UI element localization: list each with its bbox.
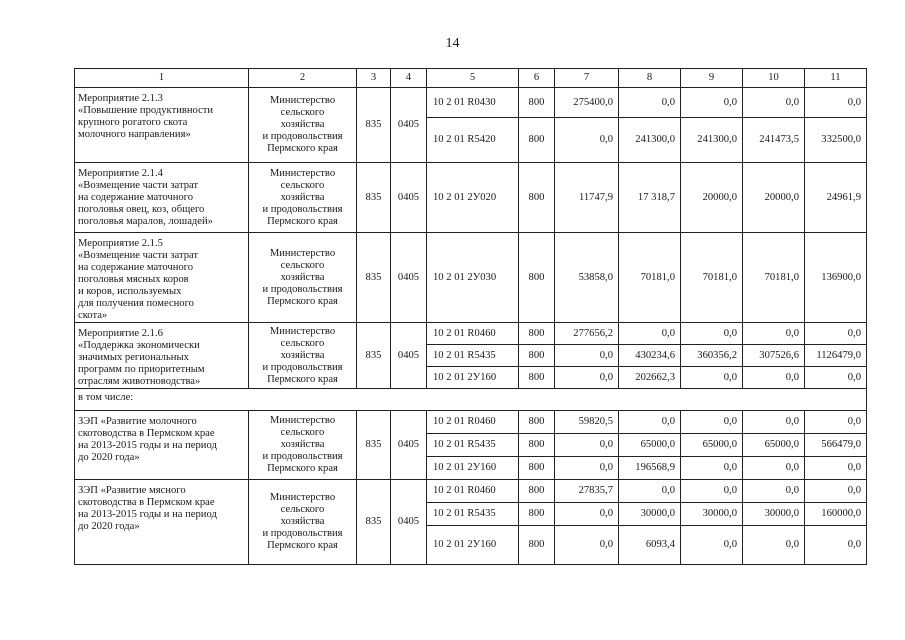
target-code-cell: 10 2 01 R5435: [427, 434, 519, 457]
value-col11-cell: 566479,0: [805, 434, 867, 457]
admin-code-cell: 835: [357, 323, 391, 389]
value-col11-cell: 1126479,0: [805, 345, 867, 367]
value-col11-cell: 0,0: [805, 526, 867, 565]
value-col9-cell: 0,0: [681, 526, 743, 565]
value-col11-cell: 136900,0: [805, 233, 867, 323]
value-col7-cell: 275400,0: [555, 88, 619, 118]
page-number: 14: [445, 36, 460, 51]
activity-cell: Мероприятие 2.1.5 «Возмещение части затрат на содержание маточного поголовья мясных коров и коров, используемых для получения помесного скота»: [75, 233, 249, 323]
value-col8-cell: 0,0: [619, 88, 681, 118]
target-code-cell: 10 2 01 R5420: [427, 118, 519, 163]
value-col11-cell: 332500,0: [805, 118, 867, 163]
value-col9-cell: 0,0: [681, 457, 743, 480]
note-row: [75, 389, 867, 411]
value-col7-cell: 0,0: [555, 457, 619, 480]
value-col10-cell: 20000,0: [743, 163, 805, 233]
value-col9-cell: 30000,0: [681, 503, 743, 526]
expense-type-cell: 800: [519, 88, 555, 118]
target-code-cell: 10 2 01 R0460: [427, 411, 519, 434]
header-cell: 3: [357, 69, 391, 88]
value-col8-cell: 196568,9: [619, 457, 681, 480]
expense-type-cell: 800: [519, 233, 555, 323]
target-code-cell: 10 2 01 2У160: [427, 457, 519, 480]
header-cell: 10: [743, 69, 805, 88]
value-col8-cell: 0,0: [619, 480, 681, 503]
table-row: [75, 233, 867, 323]
target-code-cell: 10 2 01 R5435: [427, 503, 519, 526]
header-cell: 5: [427, 69, 519, 88]
value-col10-cell: 0,0: [743, 411, 805, 434]
table-row: [75, 323, 867, 345]
value-col7-cell: 0,0: [555, 434, 619, 457]
table-row: [75, 411, 867, 434]
admin-code-cell: 835: [357, 480, 391, 565]
value-col8-cell: 6093,4: [619, 526, 681, 565]
section-code-cell: 0405: [391, 480, 427, 565]
admin-code-cell: 835: [357, 163, 391, 233]
expense-type-cell: 800: [519, 118, 555, 163]
expense-type-cell: 800: [519, 503, 555, 526]
note-cell: в том числе:: [75, 389, 867, 411]
header-cell: 11: [805, 69, 867, 88]
table-row: [75, 88, 867, 118]
value-col11-cell: 0,0: [805, 411, 867, 434]
ministry-cell: Министерство сельского хозяйства и продовольствия Пермского края: [249, 323, 357, 389]
target-code-cell: 10 2 01 R0460: [427, 323, 519, 345]
value-col10-cell: 0,0: [743, 367, 805, 389]
target-code-cell: 10 2 01 2У030: [427, 233, 519, 323]
admin-code-cell: 835: [357, 411, 391, 480]
value-col8-cell: 241300,0: [619, 118, 681, 163]
value-col9-cell: 0,0: [681, 367, 743, 389]
target-code-cell: 10 2 01 R0430: [427, 88, 519, 118]
value-col11-cell: 24961,9: [805, 163, 867, 233]
expense-type-cell: 800: [519, 345, 555, 367]
header-cell: 9: [681, 69, 743, 88]
value-col9-cell: 0,0: [681, 480, 743, 503]
target-code-cell: 10 2 01 R0460: [427, 480, 519, 503]
budget-table: [74, 68, 867, 565]
value-col8-cell: 202662,3: [619, 367, 681, 389]
ministry-cell: Министерство сельского хозяйства и продовольствия Пермского края: [249, 411, 357, 480]
section-code-cell: 0405: [391, 163, 427, 233]
activity-cell: Мероприятие 2.1.3 «Повышение продуктивности крупного рогатого скота молочного направления»: [75, 88, 249, 163]
value-col7-cell: 0,0: [555, 118, 619, 163]
value-col7-cell: 0,0: [555, 526, 619, 565]
expense-type-cell: 800: [519, 411, 555, 434]
ministry-cell: Министерство сельского хозяйства и продовольствия Пермского края: [249, 233, 357, 323]
section-code-cell: 0405: [391, 233, 427, 323]
admin-code-cell: 835: [357, 88, 391, 163]
table-row: [75, 163, 867, 233]
value-col8-cell: 70181,0: [619, 233, 681, 323]
expense-type-cell: 800: [519, 163, 555, 233]
value-col10-cell: 0,0: [743, 88, 805, 118]
target-code-cell: 10 2 01 2У020: [427, 163, 519, 233]
value-col10-cell: 70181,0: [743, 233, 805, 323]
value-col8-cell: 30000,0: [619, 503, 681, 526]
table-row: [75, 480, 867, 503]
value-col9-cell: 0,0: [681, 323, 743, 345]
value-col9-cell: 20000,0: [681, 163, 743, 233]
value-col7-cell: 59820,5: [555, 411, 619, 434]
expense-type-cell: 800: [519, 457, 555, 480]
value-col11-cell: 0,0: [805, 367, 867, 389]
value-col7-cell: 11747,9: [555, 163, 619, 233]
header-cell: 4: [391, 69, 427, 88]
value-col7-cell: 0,0: [555, 503, 619, 526]
value-col10-cell: 30000,0: [743, 503, 805, 526]
expense-type-cell: 800: [519, 323, 555, 345]
value-col10-cell: 241473,5: [743, 118, 805, 163]
value-col8-cell: 430234,6: [619, 345, 681, 367]
ministry-cell: Министерство сельского хозяйства и продовольствия Пермского края: [249, 88, 357, 163]
value-col9-cell: 65000,0: [681, 434, 743, 457]
value-col9-cell: 241300,0: [681, 118, 743, 163]
activity-cell: Мероприятие 2.1.4 «Возмещение части затрат на содержание маточного поголовья овец, коз, общего поголовья маралов, лошадей»: [75, 163, 249, 233]
value-col8-cell: 0,0: [619, 323, 681, 345]
value-col11-cell: 0,0: [805, 323, 867, 345]
value-col8-cell: 65000,0: [619, 434, 681, 457]
activity-cell: ЗЭП «Развитие мясного скотоводства в Пермском крае на 2013-2015 годы и на период до 2020 года»: [75, 480, 249, 565]
value-col8-cell: 17 318,7: [619, 163, 681, 233]
value-col7-cell: 277656,2: [555, 323, 619, 345]
value-col7-cell: 0,0: [555, 367, 619, 389]
ministry-cell: Министерство сельского хозяйства и продовольствия Пермского края: [249, 163, 357, 233]
section-code-cell: 0405: [391, 323, 427, 389]
header-row: [75, 69, 867, 88]
expense-type-cell: 800: [519, 480, 555, 503]
activity-cell: ЗЭП «Развитие молочного скотоводства в Пермском крае на 2013-2015 годы и на период до 2020 года»: [75, 411, 249, 480]
value-col9-cell: 0,0: [681, 88, 743, 118]
value-col9-cell: 0,0: [681, 411, 743, 434]
header-cell: 2: [249, 69, 357, 88]
expense-type-cell: 800: [519, 434, 555, 457]
value-col7-cell: 0,0: [555, 345, 619, 367]
admin-code-cell: 835: [357, 233, 391, 323]
value-col10-cell: 0,0: [743, 480, 805, 503]
expense-type-cell: 800: [519, 367, 555, 389]
target-code-cell: 10 2 01 R5435: [427, 345, 519, 367]
value-col9-cell: 70181,0: [681, 233, 743, 323]
value-col11-cell: 0,0: [805, 88, 867, 118]
value-col11-cell: 160000,0: [805, 503, 867, 526]
expense-type-cell: 800: [519, 526, 555, 565]
section-code-cell: 0405: [391, 411, 427, 480]
value-col9-cell: 360356,2: [681, 345, 743, 367]
header-cell: 1: [75, 69, 249, 88]
activity-cell: Мероприятие 2.1.6 «Поддержка экономически значимых региональных программ по приоритетным отраслям животноводства»: [75, 323, 249, 389]
section-code-cell: 0405: [391, 88, 427, 163]
value-col7-cell: 27835,7: [555, 480, 619, 503]
value-col7-cell: 53858,0: [555, 233, 619, 323]
value-col10-cell: 65000,0: [743, 434, 805, 457]
target-code-cell: 10 2 01 2У160: [427, 526, 519, 565]
value-col10-cell: 0,0: [743, 457, 805, 480]
value-col11-cell: 0,0: [805, 480, 867, 503]
value-col10-cell: 0,0: [743, 526, 805, 565]
header-cell: 6: [519, 69, 555, 88]
header-cell: 7: [555, 69, 619, 88]
value-col11-cell: 0,0: [805, 457, 867, 480]
target-code-cell: 10 2 01 2У160: [427, 367, 519, 389]
ministry-cell: Министерство сельского хозяйства и продовольствия Пермского края: [249, 480, 357, 565]
header-cell: 8: [619, 69, 681, 88]
value-col10-cell: 307526,6: [743, 345, 805, 367]
value-col8-cell: 0,0: [619, 411, 681, 434]
value-col10-cell: 0,0: [743, 323, 805, 345]
